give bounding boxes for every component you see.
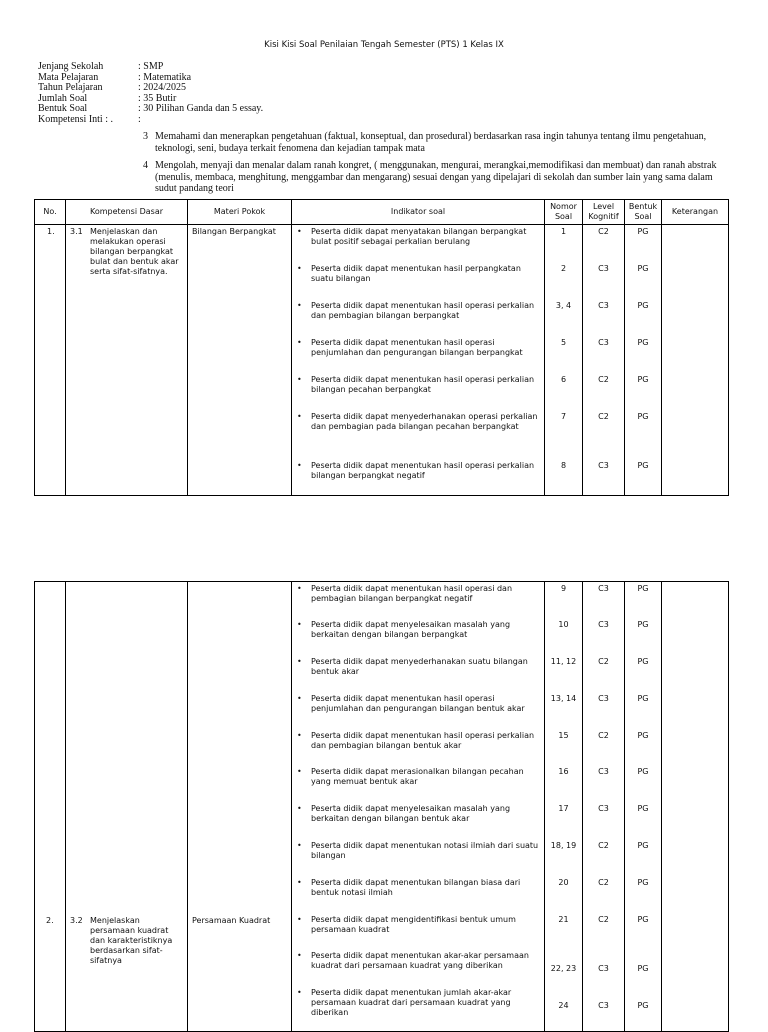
level-value: C2 — [598, 915, 609, 924]
cell-keterangan — [662, 582, 729, 1032]
cell-kompetensi-dasar — [66, 582, 188, 1032]
bullet-icon: • — [297, 915, 302, 924]
meta-label: Bentuk Soal — [38, 103, 88, 114]
bentuk-value: PG — [637, 767, 649, 776]
level-value: C2 — [598, 878, 609, 887]
nomor-value: 6 — [560, 375, 567, 384]
ki-text: Mengolah, menyaji dan menalar dalam ranah kongret, ( menggunakan, mengurai, merangkai,memodifikasi dan membuat) dan ranah abstrak (menulis, membaca, menghitung, menggambar dan mengarang) sesuai dengan yang dipelajari di sekolah dan sumber lain yang sama dalam sudut pandang teori — [155, 160, 717, 194]
level-value: C3 — [598, 964, 609, 973]
kompetensi-inti-3 — [143, 131, 733, 154]
ki-number: 3 — [143, 131, 148, 142]
indikator-text: Peserta didik dapat menentukan akar-akar persamaan kuadrat dari persamaan kuadrat yang diberikan — [311, 951, 529, 970]
nomor-value: 24 — [558, 1001, 569, 1010]
nomor-value: 5 — [560, 338, 567, 347]
bentuk-value: PG — [637, 461, 649, 470]
level-value: C3 — [598, 1001, 609, 1010]
nomor-value: 22, 23 — [550, 964, 577, 973]
bentuk-value: PG — [637, 227, 649, 236]
kd-text: Menjelaskan dan melakukan operasi bilangan berpangkat bulat dan bentuk akar serta sifat-sifatnya. — [90, 227, 179, 276]
indikator-text: Peserta didik dapat menentukan hasil operasi penjumlahan dan pengurangan bilangan berpangkat — [311, 338, 523, 357]
cell-level-kognitif — [583, 582, 625, 1032]
header-indikator: Indikator soal — [292, 200, 545, 225]
bullet-icon: • — [297, 841, 302, 850]
indikator-text: Peserta didik dapat menentukan hasil perpangkatan suatu bilangan — [311, 264, 521, 283]
indikator-text: Peserta didik dapat mengidentifikasi bentuk umum persamaan kuadrat — [311, 915, 516, 934]
bullet-icon: • — [297, 694, 302, 703]
nomor-value: 3, 4 — [555, 301, 572, 310]
bullet-icon: • — [297, 412, 302, 421]
kd-number: 3.1 — [70, 227, 83, 236]
kd-text: Menjelaskan persamaan kuadrat dan karakteristiknya berdasarkan sifat-sifatnya — [90, 916, 173, 965]
meta-row — [38, 83, 263, 94]
bentuk-value: PG — [637, 731, 649, 740]
meta-value: : 30 Pilihan Ganda dan 5 essay. — [138, 103, 264, 114]
level-value: C3 — [598, 338, 609, 347]
nomor-value: 9 — [560, 584, 567, 593]
bentuk-value: PG — [637, 915, 649, 924]
cell-nomor-soal — [545, 225, 583, 496]
bullet-icon: • — [297, 804, 302, 813]
nomor-value: 2 — [560, 264, 567, 273]
meta-value: : SMP — [138, 61, 164, 72]
indikator-text: Peserta didik dapat menyelesaikan masalah yang berkaitan dengan bilangan bentuk akar — [311, 804, 511, 823]
level-value: C2 — [598, 227, 609, 236]
table-header-row — [35, 200, 729, 225]
cell-no — [35, 225, 66, 496]
bullet-icon: • — [297, 767, 302, 776]
bullet-icon: • — [297, 657, 302, 666]
bullet-icon: • — [297, 301, 302, 310]
meta-row — [38, 104, 263, 115]
level-value: C2 — [598, 412, 609, 421]
meta-value: : 35 Butir — [138, 92, 177, 104]
materi-text: Bilangan Berpangkat — [192, 227, 276, 236]
bentuk-value: PG — [637, 301, 649, 310]
kisi-table-page-2 — [34, 581, 729, 1032]
meta-row — [38, 115, 263, 126]
nomor-value: 1 — [560, 227, 567, 236]
cell-keterangan — [662, 225, 729, 496]
row-number: 2. — [46, 916, 54, 925]
bullet-icon: • — [297, 375, 302, 384]
header-keterangan: Keterangan — [662, 200, 729, 225]
indikator-text: Peserta didik dapat menentukan bilangan biasa dari bentuk notasi ilmiah — [311, 878, 521, 897]
bullet-icon: • — [297, 264, 302, 273]
level-value: C3 — [598, 301, 609, 310]
indikator-text: Peserta didik dapat menentukan hasil operasi penjumlahan dan pengurangan bilangan bentuk akar — [311, 694, 525, 713]
bullet-icon: • — [297, 951, 302, 960]
kisi-table-page-1 — [34, 199, 729, 496]
bullet-icon: • — [297, 988, 302, 997]
bullet-icon: • — [297, 620, 302, 629]
indikator-text: Peserta didik dapat menentukan hasil operasi dan pembagian bilangan berpangkat negatif — [311, 584, 513, 603]
bullet-icon: • — [297, 584, 302, 593]
bentuk-value: PG — [637, 657, 649, 666]
level-value: C3 — [598, 461, 609, 470]
bullet-icon: • — [297, 461, 302, 470]
meta-label: Jenjang Sekolah — [38, 61, 104, 72]
cell-bentuk-soal — [625, 582, 662, 1032]
indikator-text: Peserta didik dapat menyelesaikan masalah yang berkaitan dengan bilangan berpangkat — [311, 620, 511, 639]
bentuk-value: PG — [637, 694, 649, 703]
meta-label: Jumlah Soal — [38, 92, 88, 104]
indikator-text: Peserta didik dapat menyederhanakan suatu bilangan bentuk akar — [311, 657, 528, 676]
table-row — [35, 582, 729, 1032]
cell-materi-pokok — [188, 582, 292, 1032]
header-no: No. — [35, 200, 66, 225]
table-row — [35, 225, 729, 496]
level-value: C3 — [598, 584, 609, 593]
ki-number: 4 — [143, 160, 148, 171]
bullet-icon: • — [297, 227, 302, 236]
meta-label: Mata Pelajaran — [38, 71, 99, 83]
level-value: C2 — [598, 841, 609, 850]
indikator-text: Peserta didik dapat merasionalkan bilangan pecahan yang memuat bentuk akar — [311, 767, 524, 786]
bentuk-value: PG — [637, 841, 649, 850]
level-value: C3 — [598, 694, 609, 703]
bentuk-value: PG — [637, 264, 649, 273]
level-value: C2 — [598, 657, 609, 666]
kompetensi-inti-4 — [143, 160, 733, 195]
header-level-kognitif: Level Kognitif — [583, 200, 625, 225]
cell-no — [35, 582, 66, 1032]
bentuk-value: PG — [637, 964, 649, 973]
level-value: C3 — [598, 804, 609, 813]
bentuk-value: PG — [637, 878, 649, 887]
nomor-value: 21 — [558, 915, 569, 924]
nomor-value: 18, 19 — [550, 841, 577, 850]
meta-label: Tahun Pelajaran — [38, 82, 103, 93]
nomor-value: 15 — [558, 731, 569, 740]
cell-bentuk-soal — [625, 225, 662, 496]
nomor-value: 7 — [560, 412, 567, 421]
kd-number: 3.2 — [70, 916, 83, 925]
meta-value: : Matematika — [138, 71, 192, 83]
meta-block — [38, 62, 263, 125]
bentuk-value: PG — [637, 620, 649, 629]
cell-level-kognitif — [583, 225, 625, 496]
level-value: C3 — [598, 767, 609, 776]
cell-materi-pokok — [188, 225, 292, 496]
nomor-value: 11, 12 — [550, 657, 577, 666]
bentuk-value: PG — [637, 338, 649, 347]
bullet-icon: • — [297, 338, 302, 347]
indikator-text: Peserta didik dapat menentukan hasil operasi perkalian bilangan pecahan berpangkat — [311, 375, 535, 394]
nomor-value: 8 — [560, 461, 567, 470]
indikator-text: Peserta didik dapat menyederhanakan operasi perkalian dan pembagian pada bilangan pecahan berpangkat — [311, 412, 538, 431]
header-nomor-soal: Nomor Soal — [545, 200, 583, 225]
bentuk-value: PG — [637, 584, 649, 593]
indikator-text: Peserta didik dapat menentukan notasi ilmiah dari suatu bilangan — [311, 841, 539, 860]
indikator-text: Peserta didik dapat menentukan hasil operasi perkalian bilangan berpangkat negatif — [311, 461, 535, 480]
header-kompetensi-dasar: Kompetensi Dasar — [66, 200, 188, 225]
level-value: C3 — [598, 620, 609, 629]
nomor-value: 16 — [558, 767, 569, 776]
cell-nomor-soal — [545, 582, 583, 1032]
bentuk-value: PG — [637, 412, 649, 421]
meta-label: Kompetensi Inti : . — [38, 113, 113, 125]
cell-indikator — [292, 582, 545, 1032]
nomor-value: 20 — [558, 878, 569, 887]
meta-value: : — [138, 113, 141, 125]
ki-text: Memahami dan menerapkan pengetahuan (faktual, konseptual, dan prosedural) berdasarkan rasa ingin tahunya tentang ilmu pengetahuan, teknologi, seni, budaya terkait fenomena dan kejadian tampak mata — [155, 131, 707, 154]
indikator-text: Peserta didik dapat menentukan jumlah akar-akar persamaan kuadrat dari persamaan kuadrat yang diberikan — [311, 988, 512, 1017]
document-title: Kisi Kisi Soal Penilaian Tengah Semester (PTS) 1 Kelas IX — [264, 40, 504, 50]
level-value: C2 — [598, 731, 609, 740]
cell-indikator — [292, 225, 545, 496]
materi-text: Persamaan Kuadrat — [192, 916, 271, 925]
header-bentuk-soal: Bentuk Soal — [625, 200, 662, 225]
level-value: C3 — [598, 264, 609, 273]
indikator-text: Peserta didik dapat menentukan hasil operasi perkalian dan pembagian bilangan berpangkat — [311, 301, 535, 320]
indikator-text: Peserta didik dapat menyatakan bilangan berpangkat bulat positif sebagai perkalian berulang — [311, 227, 527, 246]
indikator-text: Peserta didik dapat menentukan hasil operasi perkalian dan pembagian bilangan bentuk akar — [311, 731, 535, 750]
meta-row — [38, 62, 263, 73]
row-number: 1. — [47, 227, 55, 236]
header-materi-pokok: Materi Pokok — [188, 200, 292, 225]
cell-kompetensi-dasar — [66, 225, 188, 496]
bullet-icon: • — [297, 878, 302, 887]
bentuk-value: PG — [637, 375, 649, 384]
nomor-value: 13, 14 — [550, 694, 577, 703]
nomor-value: 17 — [558, 804, 569, 813]
bentuk-value: PG — [637, 1001, 649, 1010]
bullet-icon: • — [297, 731, 302, 740]
level-value: C2 — [598, 375, 609, 384]
bentuk-value: PG — [637, 804, 649, 813]
nomor-value: 10 — [558, 620, 569, 629]
meta-value: : 2024/2025 — [138, 82, 187, 93]
